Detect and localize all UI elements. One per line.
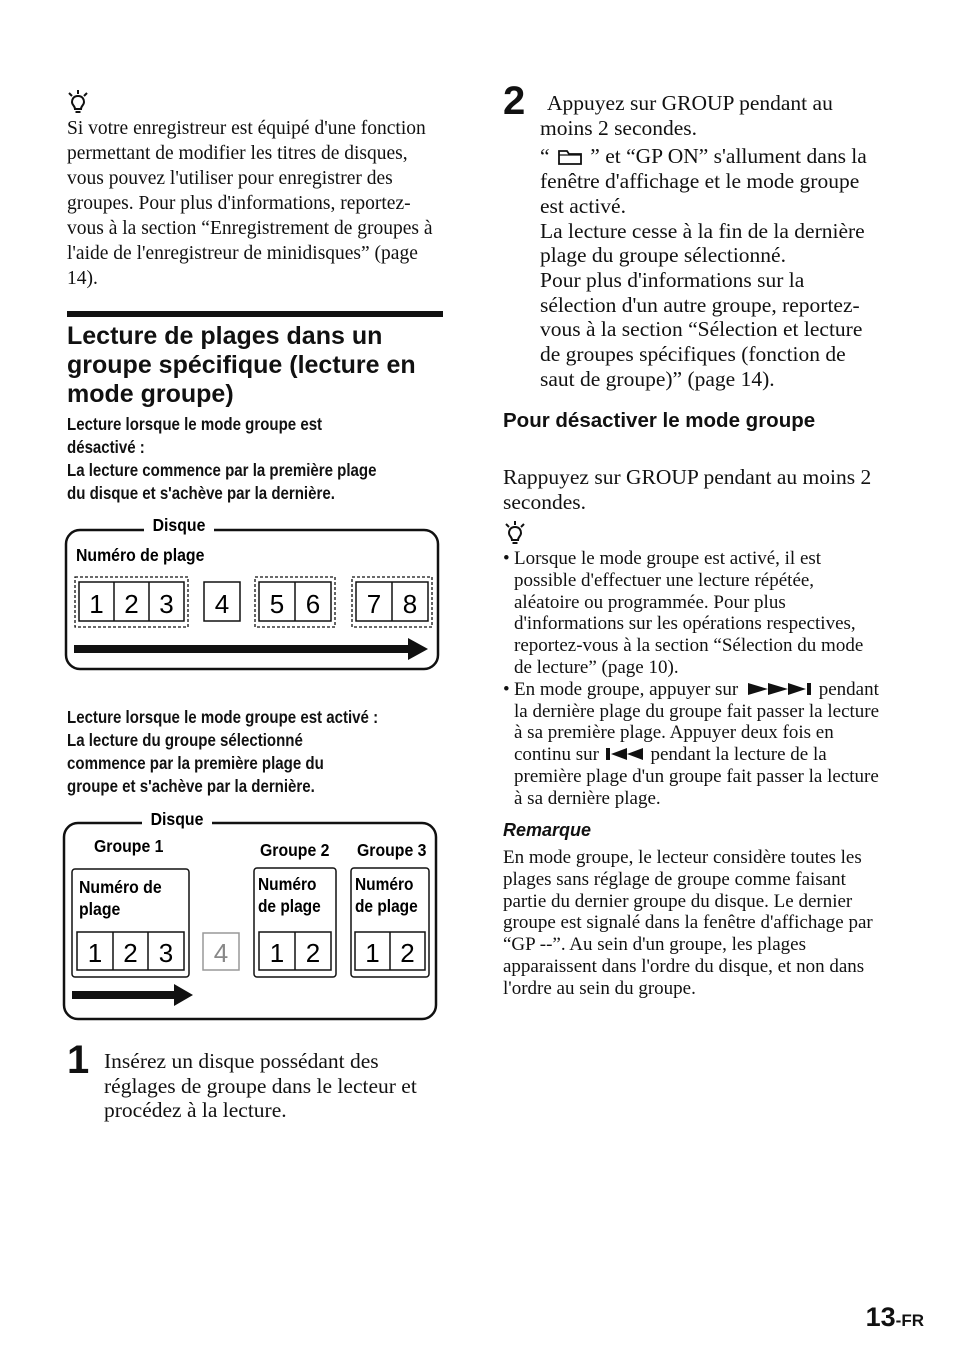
disc-label: Disque	[152, 515, 206, 536]
diagram-group-mode-on	[58, 805, 443, 1025]
group-3-track-label-1: Numéro	[355, 873, 414, 895]
lightbulb-hint-icon	[503, 520, 527, 546]
bullet-dot: •	[503, 548, 510, 569]
step-2-paragraph-2: La lecture cesse à la fin de la dernière plage du groupe sélectionné.	[540, 218, 865, 268]
group-1-track-label-2: plage	[79, 899, 121, 920]
next-track-icon	[746, 682, 814, 696]
section-title: Lecture de plages dans un groupe spécifique (lecture en mode groupe)	[67, 322, 416, 408]
group-1-track-3: 3	[158, 938, 174, 968]
mode-off-line4: du disque et s'achève par la dernière.	[67, 483, 335, 503]
step-2-paragraph-1-rest: ” et “GP ON” s'allument dans la fenêtre d'affichage et le mode groupe est activé.	[540, 144, 867, 218]
quote-open: “	[540, 144, 550, 169]
mode-on-line2: La lecture du groupe sélectionné	[67, 730, 303, 750]
group-2-track-label-2: de plage	[258, 895, 321, 917]
track-6: 6	[305, 589, 321, 619]
lightbulb-hint-icon	[66, 89, 90, 115]
group-folder-icon	[557, 148, 583, 165]
track-3: 3	[159, 589, 174, 619]
deactivate-text: Rappuyez sur GROUP pendant au moins 2 secondes.	[503, 465, 872, 514]
group-2-track-1: 1	[269, 938, 285, 968]
group-1-track-2: 2	[123, 938, 138, 968]
mode-off-line3: La lecture commence par la première plage	[67, 460, 377, 480]
previous-track-icon	[605, 747, 645, 761]
step-2-text	[540, 91, 885, 391]
tip-2-bullet-2-part-a: En mode groupe, appuyer sur	[514, 678, 739, 700]
mode-on-line4: groupe et s'achève par la dernière.	[67, 776, 315, 796]
page-number-suffix: -FR	[895, 1311, 924, 1330]
mode-on-line3: commence par la première plage du	[67, 753, 324, 773]
track-5: 5	[269, 589, 285, 619]
bullet-dot: •	[503, 678, 510, 700]
group-3-track-2: 2	[400, 938, 415, 968]
track-7: 7	[366, 589, 382, 619]
group-1-track-1: 1	[87, 938, 103, 968]
group-1-label: Groupe 1	[94, 836, 164, 857]
group-2-label: Groupe 2	[260, 840, 330, 861]
mode-off-line2: désactivé :	[67, 437, 145, 457]
group-2-track-label-1: Numéro	[258, 873, 317, 895]
track-1: 1	[89, 589, 104, 619]
ungrouped-track-4: 4	[213, 938, 229, 968]
group-1-track-label-1: Numéro de	[79, 877, 162, 898]
tip-2-bullet-1-text: Lorsque le mode groupe est activé, il est possible d'effectuer une lecture répétée, aléatoire ou programmée. Pour plus d'informations sur les opérations respectives, reportez-vous à la section “Sélection du mode de lecture” (page 10).	[514, 548, 864, 678]
note-title: Remarque	[503, 820, 592, 840]
step-2-paragraph-1	[540, 144, 885, 218]
track-4: 4	[214, 589, 230, 619]
group-3-track-label-2: de plage	[355, 895, 418, 917]
tip-2-bullet-2-part-c: pendant la lecture de la première plage d'un groupe fait passer la lecture à sa dernière plage.	[514, 744, 879, 809]
note-text: En mode groupe, le lecteur considère toutes les plages sans réglage de groupe comme faisant partie du dernier groupe du disque. Le dernier groupe est signalé dans la fenêtre d'affichage par “GP --”. Au sein d'un groupe, les plages apparaissent dans l'ordre du disque, et non dans l'ordre au sein du groupe.	[503, 847, 873, 999]
track-number-label: Numéro de plage	[76, 545, 205, 566]
page-number-value: 13	[865, 1302, 896, 1332]
step-2-line1: Appuyez sur GROUP pendant au moins 2 secondes.	[540, 91, 833, 140]
deactivate-title: Pour désactiver le mode groupe	[503, 409, 816, 432]
diagram-group-mode-off	[60, 510, 445, 675]
tip-2-bullet-2-part-b: pendant la dernière plage du groupe fait passer la lecture à sa première plage. Appuyer deux fois en continu sur	[514, 678, 880, 766]
group-2-track-2: 2	[305, 938, 321, 968]
track-8: 8	[402, 589, 418, 619]
step-2-paragraph-3: Pour plus d'informations sur la sélection d'un autre groupe, reportez-vous à la section “Sélection et lecture de groupes spécifiques (fonction de saut de groupe)” (page 14).	[540, 267, 863, 391]
playback-arrow	[74, 638, 428, 660]
tip-2-bullet-2	[503, 679, 881, 810]
tip-text: Si votre enregistreur est équipé d'une fonction permettant de modifier les titres de disques, vous pouvez l'utiliser pour enregistrer des groupes. Pour plus d'informations, reportez-vous à la section “Enregistrement de groupes à l'aide de l'enregistreur de minidisques” (page 14).	[67, 118, 433, 289]
track-2: 2	[124, 589, 139, 619]
step-1-text: Insérez un disque possédant des réglages de groupe dans le lecteur et procédez à la lecture.	[104, 1049, 417, 1123]
tip-2-bullet-1	[503, 548, 881, 679]
mode-on-line1: Lecture lorsque le mode groupe est activé :	[67, 707, 379, 727]
group-3-label: Groupe 3	[356, 840, 427, 861]
mode-on-description	[67, 706, 429, 798]
step-1-number: 1	[67, 1038, 90, 1082]
tip-2-list	[503, 548, 881, 810]
mode-off-line1: Lecture lorsque le mode groupe est	[67, 414, 323, 434]
group-3-track-1: 1	[365, 938, 380, 968]
section-rule	[67, 311, 443, 317]
playback-arrow	[72, 984, 193, 1006]
disc-label: Disque	[150, 809, 204, 830]
step-2-number: 2	[503, 79, 526, 123]
page-number	[866, 1302, 924, 1333]
mode-off-description	[67, 413, 427, 505]
